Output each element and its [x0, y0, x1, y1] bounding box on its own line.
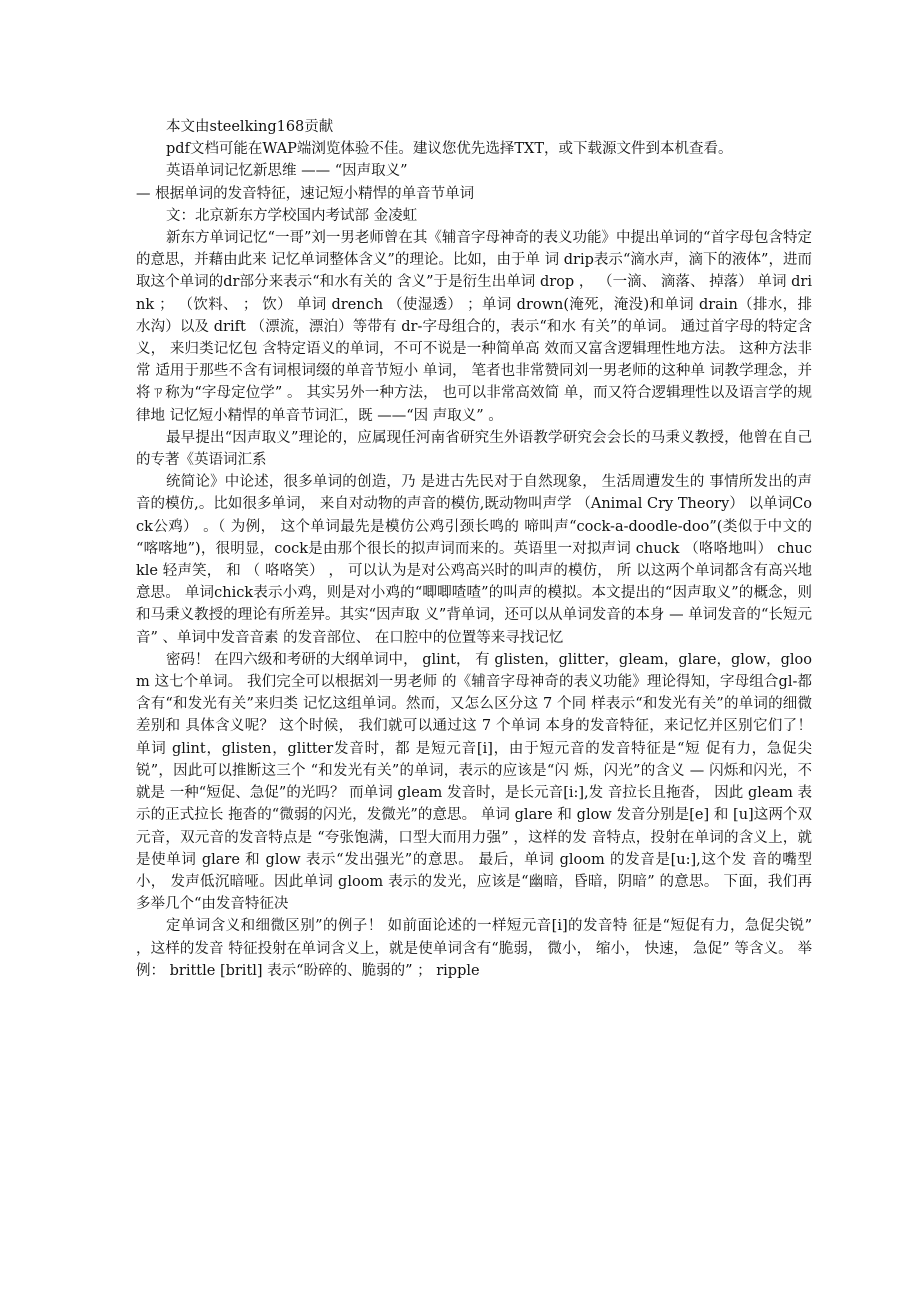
contributor-line: 本文由steelking168贡献	[166, 119, 334, 135]
body-paragraph: 密码！ 在四六级和考研的大纲单词中， glint， 有 glisten，glitter，gleam，glare，glow，gloom 这七个单词。 我们完全可以根据刘一男老师 的《辅音字母神奇的表义功能》理论得知，字母组合gl-都含有“和发光有关”来归类 记忆这组单词。然而，又怎么区分这 7 个同 样表示“和发光有关”的单词的细微差别和 具体含义呢？ 这个时候， 我们就可以通过这 7 个单词 本身的发音特征，来记忆并区别它们了！ 单词 glint，glisten，glitter发音时，都 是短元音[i]，由于短元音的发音特征是“短 促有力，急促尖锐”，因此可以推断这三个 “和发光有关”的单词，表示的应该是“闪 烁，闪光”的含义 — 闪烁和闪光，不就是 一种“短促、急促”的光吗？ 而单词 gleam 发音时，是长元音[i:],发 音拉长且拖沓， 因此 gleam 表示的正式拉长 拖沓的“微弱的闪光，发微光”的意思。 单词 glare 和 glow 发音分别是[e] 和 [u]这两个双元音，双元音的发音特点是 “夸张饱满，口型大而用力强” ，这样的发 音特点，投射在单词的含义上，就是使单词 glare 和 glow 表示“发出强光”的意思。 最后，单词 gloom 的发音是[u:],这个发 音的嘴型小， 发声低沉暗哑。因此单词 gloom 表示的发光，应该是“幽暗，昏暗，阴暗” 的意思。 下面，我们再多举几个“由发音特征决	[136, 651, 812, 913]
body-paragraph: 新东方单词记忆“一哥”刘一男老师曾在其《辅音字母神奇的表义功能》中提出单词的“首字母包含特定的意思，并藉由此来 记忆单词整体含义”的理论。比如，由于单 词 drip表示“滴水声，滴下的液体”，进而 取这个单词的dr部分来表示“和水有关的 含义”于是衍生出单词 drop ， （一滴、 滴落、 掉落） 单词 drink ； （饮料、 ； 饮） 单词 drench （使湿透） ；单词 drown(淹死，淹没)和单词 drain（排水，排水沟）以及 drift （漂流，漂泊）等带有 dr-字母组合的，表示“和水 有关”的单词。 通过首字母的特定含义， 来归类记忆包 含特定语义的单词，不可不说是一种简单高 效而又富含逻辑理性地方法。 这种方法非常 适用于那些不含有词根词缀的单音节短小 单词， 笔者也非常赞同刘一男老师的这种单 词教学理念，并将ㄗ称为“字母定位学” 。 其实另外一种方法， 也可以非常高效简 单，而又符合逻辑理性以及语言学的规律地 记忆短小精悍的单音节词汇，既 ——“因 声取义” 。	[136, 230, 812, 424]
article-subtitle: — 根据单词的发音特征，速记短小精悍的单音节单词	[136, 185, 475, 202]
article-author: 文：北京新东方学校国内考试部 金凌虹	[166, 207, 418, 224]
article-title: 英语单词记忆新思维 —— “因声取义”	[166, 163, 408, 180]
notice-line: pdf文档可能在WAP端浏览体验不佳。建议您优先选择TXT，或下载源文件到本机查看。	[166, 141, 733, 158]
body-paragraph: 最早提出“因声取义”理论的，应属现任河南省研究生外语教学研究会会长的马秉义教授，他曾在自己的专著《英语词汇系	[136, 429, 812, 469]
document-page	[136, 116, 812, 982]
body-paragraph: 定单词含义和细微区别”的例子！ 如前面论述的一样短元音[i]的发音特 征是“短促有力，急促尖锐” ，这样的发音 特征投射在单词含义上，就是使单词含有“脆弱， 微小， 缩小， 快速， 急促” 等含义。 举例： brittle [britl] 表示“盼碎的、脆弱的” ； ripple	[136, 918, 812, 979]
body-paragraph: 统简论》中论述，很多单词的创造，乃 是进古先民对于自然现象， 生活周遭发生的 事情所发出的声音的模仿,。比如很多单词， 来自对动物的声音的模仿,既动物叫声学 （Animal Cry Theory） 以单词Cock公鸡） 。（ 为例， 这个单词最先是模仿公鸡引颈长鸣的 啼叫声“cock-a-doodle-doo”(类似于中文的 “喀喀地”)，很明显，cock是由那个很长的拟声词而来的。英语里一对拟声词 chuck （咯咯地叫） chuckle 轻声笑， 和 （ 咯咯笑） ， 可以认为是对公鸡高兴时的叫声的模仿， 所 以这两个单词都含有高兴地意思。 单词chick表示小鸡，则是对小鸡的“唧唧喳喳”的叫声的模拟。本文提出的“因声取义”的概念，则和马秉义教授的理论有所差异。其实“因声取 义”背单词，还可以从单词发音的本身 — 单词发音的“长短元音” 、单词中发音音素 的发音部位、 在口腔中的位置等来寻找记忆	[136, 474, 812, 646]
